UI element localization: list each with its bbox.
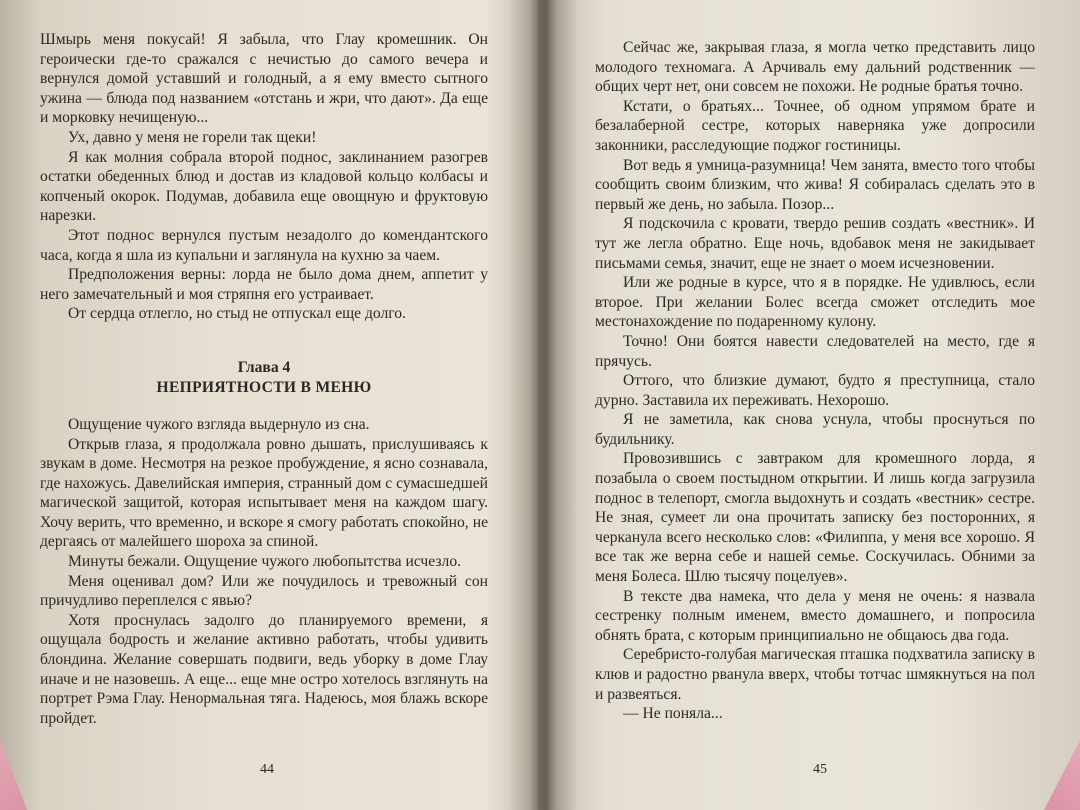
paragraph: Провозившись с завтраком для кромешного лорда, я позабыла о своем постыдном открытии. И лишь когда загрузила поднос в телепорт, смогла выдохнуть и создать «вестник» сестре. Не зная, сумеет ли она прочитать записку без посторонних, я черканула всего несколько слов: «Филиппа, у меня все хорошо. Я все так же верна себе и нашей семье. Соскучилась. Обними за меня Болеса. Шлю тысячу поцелуев». [595, 450, 1035, 586]
paragraph: Меня оценивал дом? Или же почудилось и тревожный сон причудливо переплелся с явью? [40, 572, 488, 610]
paragraph: — Не поняла... [623, 705, 723, 723]
paragraph: Или же родные в курсе, что я в порядке. Не удивлюсь, если второе. При желании Болес всегда сможет отследить мое местонахождение по подаренному кулону. [595, 274, 1035, 331]
paragraph: Открыв глаза, я продолжала ровно дышать, прислушиваясь к звукам в доме. Несмотря на резкое пробуждение, я ясно сознавала, где нахожусь. Давелийская империя, странный дом с сумасшедшей магической защитой, которая испытывает меня на каждом шагу. Хочу верить, что временно, и вскоре я смогу работать спокойно, не дергаясь от малейшего шороха за спиной. [40, 435, 488, 551]
paragraph: От сердца отлегло, но стыд не отпускал еще долго. [68, 305, 406, 323]
paragraph: Хотя проснулась задолго до планируемого времени, я ощущала бодрость и желание активно работать, чтобы удивить блондина. Желание совершать подвиги, ведь уборку в доме Глау иначе и не назовешь. А еще... еще мне остро хотелось взглянуть на портрет Рэма Глау. Ненормальная тяга. Надеюсь, моя блажь вскоре пройдет. [40, 611, 488, 727]
paragraph: Сейчас же, закрывая глаза, я могла четко представить лицо молодого техномага. А Арчиваль ему дальний родственник — общих черт нет, они совсем не похожи. Не родные братья точно. [595, 39, 1035, 96]
paragraph: Я как молния собрала второй поднос, заклинанием разогрев остатки обеденных блюд и достав из кладовой кольцо колбасы и копченый окорок. Подумав, добавила еще овощную и фруктовую нарезки. [40, 148, 488, 225]
paragraph: Минуты бежали. Ощущение чужого любопытства исчезло. [68, 553, 462, 571]
chapter-heading [40, 358, 488, 398]
right-page-text [595, 38, 1035, 724]
chapter-title: НЕПРИЯТНОСТИ В МЕНЮ [156, 378, 372, 396]
paragraph: Ух, давно у меня не горели так щеки! [68, 128, 317, 146]
chapter-number: Глава 4 [237, 358, 291, 376]
paragraph: Оттого, что близкие думают, будто я преступница, стало дурно. Заставила их переживать. Нехорошо. [595, 372, 1035, 409]
left-page-text [40, 30, 488, 728]
page-number-right: 45 [813, 762, 827, 777]
paragraph: Ощущение чужого взгляда выдернуло из сна. [68, 415, 370, 433]
page-number-left: 44 [260, 762, 274, 777]
paragraph: Вот ведь я умница-разумница! Чем занята, вместо того чтобы сообщить своим близким, что жива! Я собиралась сделать это в первый же день, но забыла. Позор... [595, 156, 1035, 213]
paragraph: Шмырь меня покусай! Я забыла, что Глау кромешник. Он героически где-то сражался с нечистью до самого вечера и вернулся домой уставший и голодный, а я ему вместо сытного ужина — блюда под названием «отстань и жри, что дают». Да еще и морковку нечищеную... [40, 31, 488, 127]
paragraph: Серебристо-голубая магическая пташка подхватила записку в клюв и радостно рванула вверх, чтобы тотчас шмякнуться на пол и развеяться. [595, 646, 1035, 703]
right-page [555, 0, 1080, 810]
paragraph: Кстати, о братьях... Точнее, об одном упрямом брате и безалаберной сестре, которых наверняка уже допросили законники, расследующие поджог гостиницы. [595, 97, 1035, 154]
paragraph: Предположения верны: лорда не было дома днем, аппетит у него замечательный и моя стряпня его устраивает. [40, 266, 488, 303]
paragraph: Я подскочила с кровати, твердо решив создать «вестник». И тут же легла обратно. Еще ночь, вдобавок меня не закидывает письмами семья, значит, еще не знает о моем исчезновении. [595, 215, 1035, 272]
paragraph: В тексте два намека, что дела у меня не очень: я назвала сестренку полным именем, вместо домашнего, и попросила обнять брата, с которым принципиально не общаюсь два года. [595, 587, 1035, 644]
paragraph: Я не заметила, как снова уснула, чтобы проснуться по будильнику. [595, 411, 1035, 448]
paragraph: Точно! Они боятся навести следователей на место, где я прячусь. [595, 332, 1035, 370]
left-page [0, 0, 530, 810]
paragraph: Этот поднос вернулся пустым незадолго до комендантского часа, когда я шла из купальни и заглянула на кухню за чаем. [40, 226, 488, 264]
